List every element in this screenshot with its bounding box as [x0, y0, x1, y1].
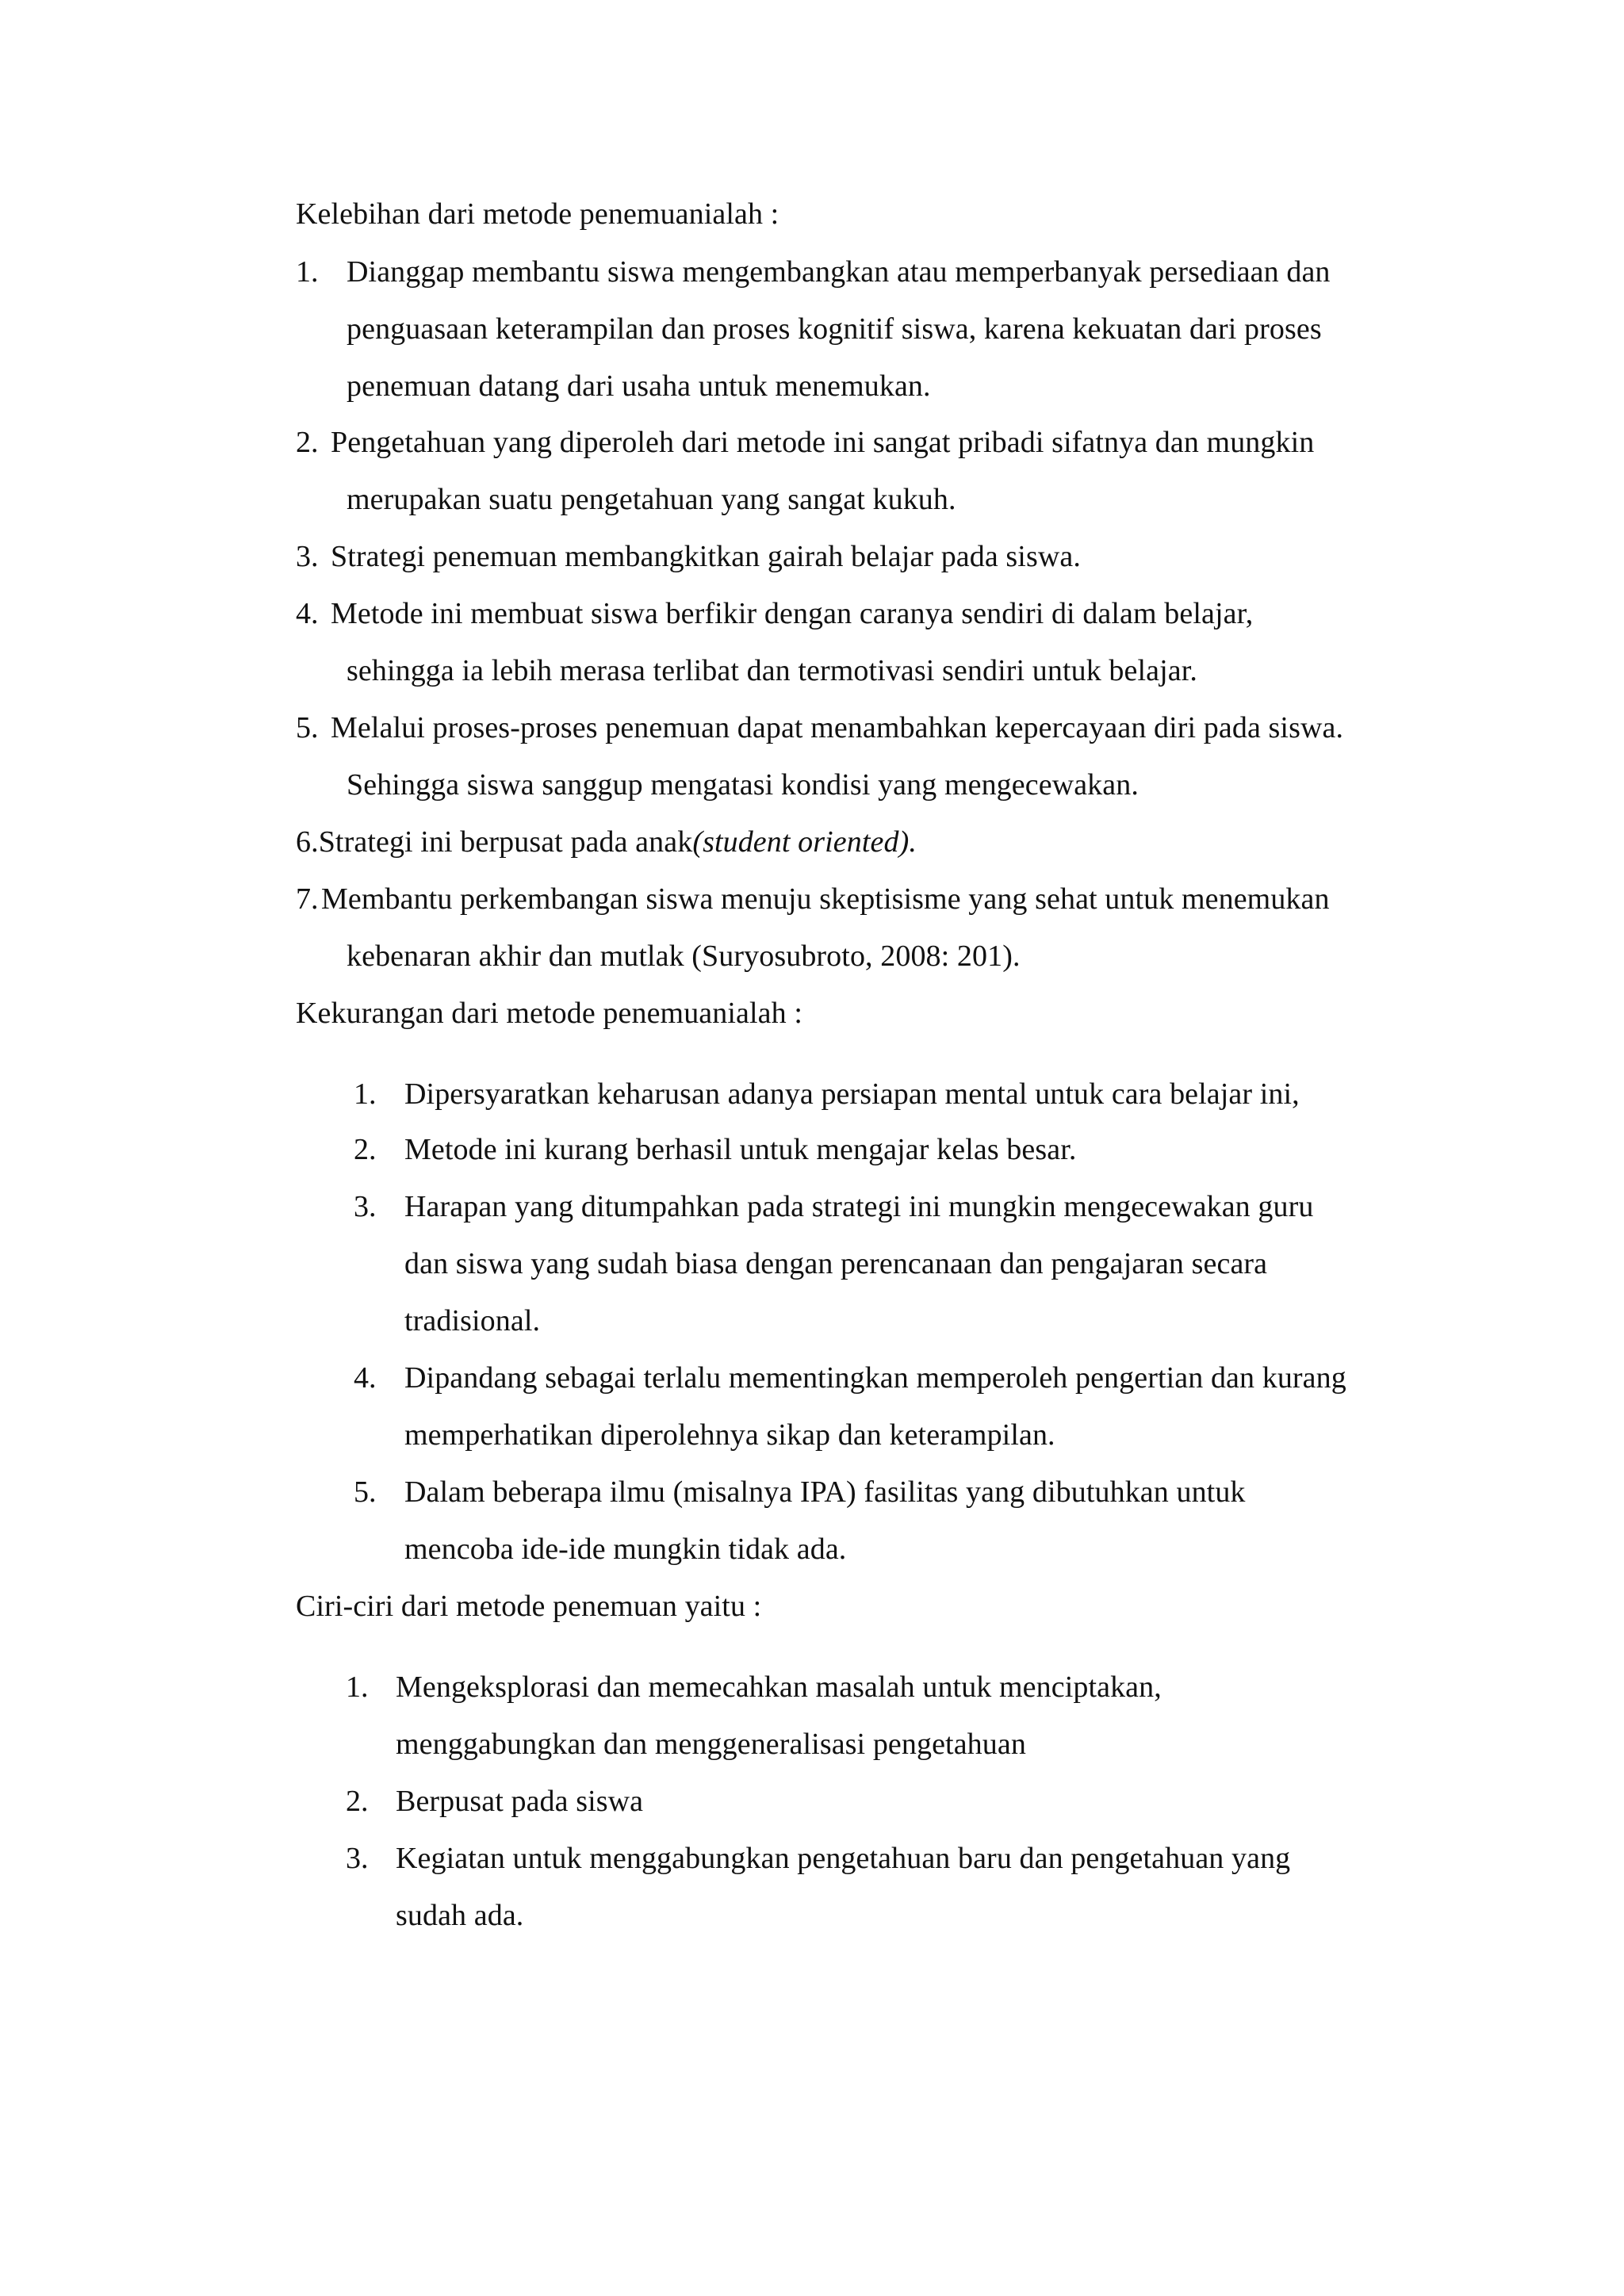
list-number: 1.	[354, 1077, 377, 1111]
list-item-line: Kegiatan untuk menggabungkan pengetahuan baru dan pengetahuan yang	[396, 1842, 1291, 1875]
list-item-line: Strategi penemuan membangkitkan gairah belajar pada siswa.	[331, 540, 1081, 573]
list-item-line: mencoba ide-ide mungkin tidak ada.	[404, 1533, 847, 1566]
list-number: 1.	[296, 255, 319, 289]
list-item-line: Metode ini membuat siswa berfikir dengan caranya sendiri di dalam belajar,	[331, 597, 1254, 630]
list-item-line: Dianggap membantu siswa mengembangkan atau memperbanyak persediaan dan	[347, 255, 1331, 289]
list-number: 3.	[296, 540, 319, 573]
list-number: 2.	[296, 426, 319, 459]
list-number: 3.	[346, 1842, 369, 1875]
list-item-line: Dipersyaratkan keharusan adanya persiapan mental untuk cara belajar ini,	[404, 1077, 1300, 1111]
list-number: 2.	[354, 1133, 377, 1166]
list-number: 5.	[354, 1475, 377, 1509]
list-item-line: Harapan yang ditumpahkan pada strategi ini mungkin mengecewakan guru	[404, 1190, 1314, 1223]
list-number: 4.	[354, 1361, 377, 1395]
list-item-line: penemuan datang dari usaha untuk menemukan.	[347, 369, 931, 403]
list-item-line: Sehingga siswa sanggup mengatasi kondisi yang mengecewakan.	[347, 768, 1139, 802]
list-item-line: merupakan suatu pengetahuan yang sangat kukuh.	[347, 483, 956, 516]
list-item-line: Berpusat pada siswa	[396, 1785, 644, 1818]
list-number: 3.	[354, 1190, 377, 1223]
list-item-line: Melalui proses-proses penemuan dapat menambahkan kepercayaan diri pada siswa.	[331, 711, 1344, 744]
list-item-line: penguasaan keterampilan dan proses kognitif siswa, karena kekuatan dari proses	[347, 312, 1322, 346]
list-item-line: Mengeksplorasi dan memecahkan masalah untuk menciptakan,	[396, 1670, 1162, 1704]
list-item-line: Dipandang sebagai terlalu mementingkan memperoleh pengertian dan kurang	[404, 1361, 1346, 1395]
section-heading-kekurangan: Kekurangan dari metode penemuanialah :	[296, 997, 802, 1030]
list-number: 6.	[296, 825, 319, 859]
list-item-line: Pengetahuan yang diperoleh dari metode ini sangat pribadi sifatnya dan mungkin	[331, 426, 1315, 459]
list-item-line: Dalam beberapa ilmu (misalnya IPA) fasilitas yang dibutuhkan untuk	[404, 1475, 1246, 1509]
section-heading-ciri-ciri: Ciri-ciri dari metode penemuan yaitu :	[296, 1590, 762, 1623]
list-item-line: sudah ada.	[396, 1899, 524, 1932]
list-item-line: Metode ini kurang berhasil untuk mengajar kelas besar.	[404, 1133, 1077, 1166]
list-item-italic-text: (student oriented).	[692, 825, 917, 859]
list-item-line: sehingga ia lebih merasa terlibat dan termotivasi sendiri untuk belajar.	[347, 654, 1197, 687]
list-item-line: menggabungkan dan menggeneralisasi pengetahuan	[396, 1728, 1026, 1761]
list-item-line: memperhatikan diperolehnya sikap dan keterampilan.	[404, 1418, 1055, 1452]
list-item-line: Membantu perkembangan siswa menuju skeptisisme yang sehat untuk menemukan	[321, 882, 1330, 916]
list-number: 4.	[296, 597, 319, 630]
list-number: 5.	[296, 711, 319, 744]
list-number: 2.	[346, 1785, 369, 1818]
list-item-line: dan siswa yang sudah biasa dengan perencanaan dan pengajaran secara	[404, 1247, 1268, 1280]
list-number: 1.	[346, 1670, 369, 1704]
list-number: 7.	[296, 882, 319, 916]
list-item-line: tradisional.	[404, 1304, 541, 1337]
list-item-text: Strategi ini berpusat pada anak	[318, 825, 693, 859]
list-item-line	[296, 822, 917, 862]
section-heading-kelebihan: Kelebihan dari metode penemuanialah :	[296, 197, 779, 231]
list-item-line: kebenaran akhir dan mutlak (Suryosubroto, 2008: 201).	[347, 939, 1021, 973]
